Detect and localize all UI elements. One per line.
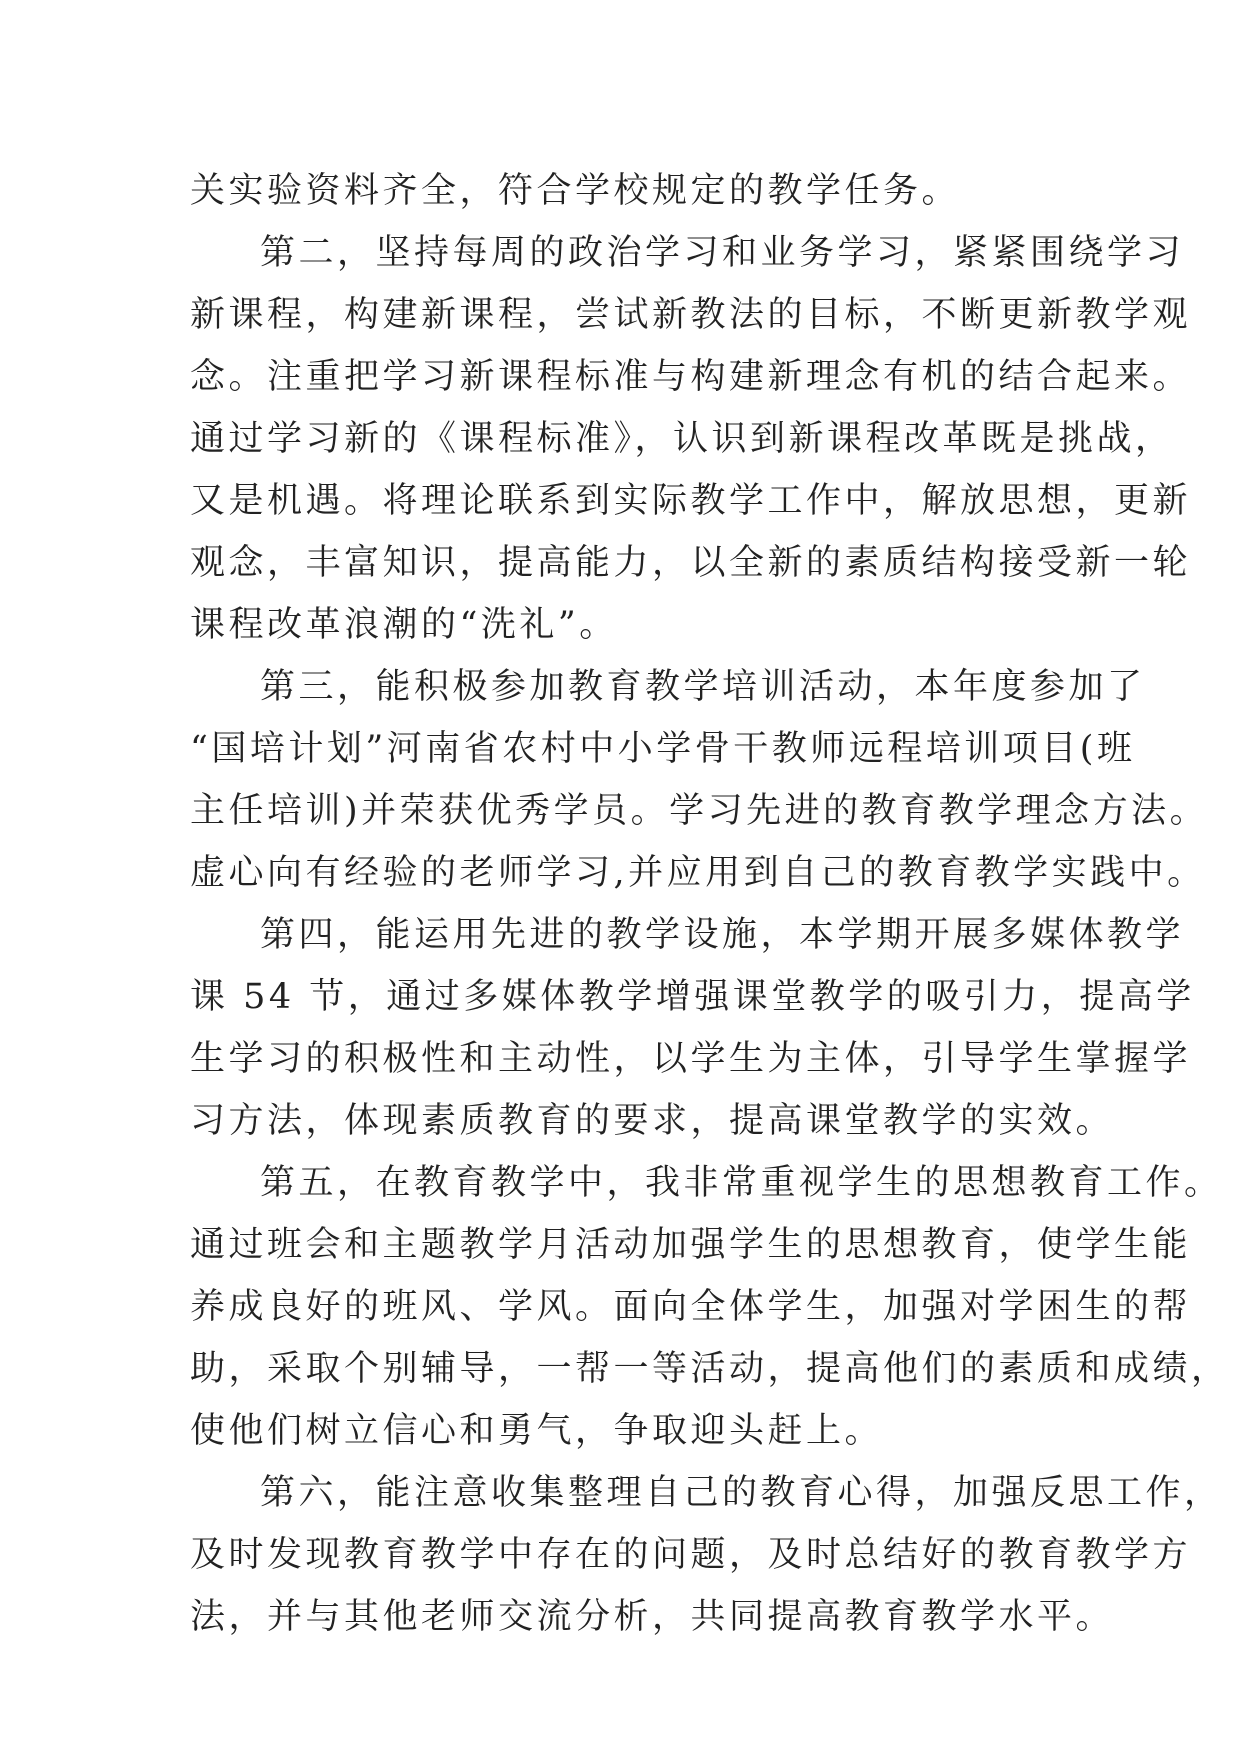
text-line: 生学习的积极性和主动性，以学生为主体，引导学生掌握学 (190, 1039, 1192, 1079)
text-line: 观念，丰富知识，提高能力，以全新的素质结构接受新一轮 (190, 543, 1192, 583)
document-body (190, 160, 1230, 1648)
text-line: 第二，坚持每周的政治学习和业务学习，紧紧围绕学习 (260, 233, 1185, 273)
text-line: 使他们树立信心和勇气，争取迎头赶上。 (190, 1411, 884, 1451)
text-line: 关实验资料齐全，符合学校规定的教学任务。 (190, 171, 961, 211)
text-line: 又是机遇。将理论联系到实际教学工作中，解放思想，更新 (190, 481, 1192, 521)
text-line: 通过班会和主题教学月活动加强学生的思想教育，使学生能 (190, 1225, 1192, 1265)
text-line: 课程改革浪潮的“洗礼”。 (190, 605, 618, 645)
text-line: 法，并与其他老师交流分析，共同提高教育教学水平。 (190, 1597, 1115, 1637)
text-line: 课 54 节，通过多媒体教学增强课堂教学的吸引力，提高学 (190, 977, 1195, 1017)
text-line: 第四，能运用先进的教学设施，本学期开展多媒体教学 (260, 915, 1185, 955)
text-line: 第三，能积极参加教育教学培训活动，本年度参加了 (260, 667, 1146, 707)
text-line: 第五，在教育教学中，我非常重视学生的思想教育工作。 (260, 1163, 1223, 1203)
text-line: “国培计划”河南省农村中小学骨干教师远程培训项目(班 (190, 729, 1136, 769)
text-line: 习方法，体现素质教育的要求，提高课堂教学的实效。 (190, 1101, 1115, 1141)
text-line: 念。注重把学习新课程标准与构建新理念有机的结合起来。 (190, 357, 1192, 397)
text-line: 及时发现教育教学中存在的问题，及时总结好的教育教学方 (190, 1535, 1192, 1575)
text-line: 虚心向有经验的老师学习,并应用到自己的教育教学实践中。 (190, 853, 1206, 893)
text-line: 养成良好的班风、学风。面向全体学生，加强对学困生的帮 (190, 1287, 1192, 1327)
text-line: 通过学习新的《课程标准》，认识到新课程改革既是挑战， (190, 419, 1174, 459)
text-line: 主任培训)并荣获优秀学员。学习先进的教育教学理念方法。 (190, 791, 1209, 831)
text-line: 助，采取个别辅导，一帮一等活动，提高他们的素质和成绩， (190, 1349, 1230, 1389)
text-line: 第六，能注意收集整理自己的教育心得，加强反思工作， (260, 1473, 1223, 1513)
text-line: 新课程，构建新课程，尝试新教法的目标，不断更新教学观 (190, 295, 1192, 335)
